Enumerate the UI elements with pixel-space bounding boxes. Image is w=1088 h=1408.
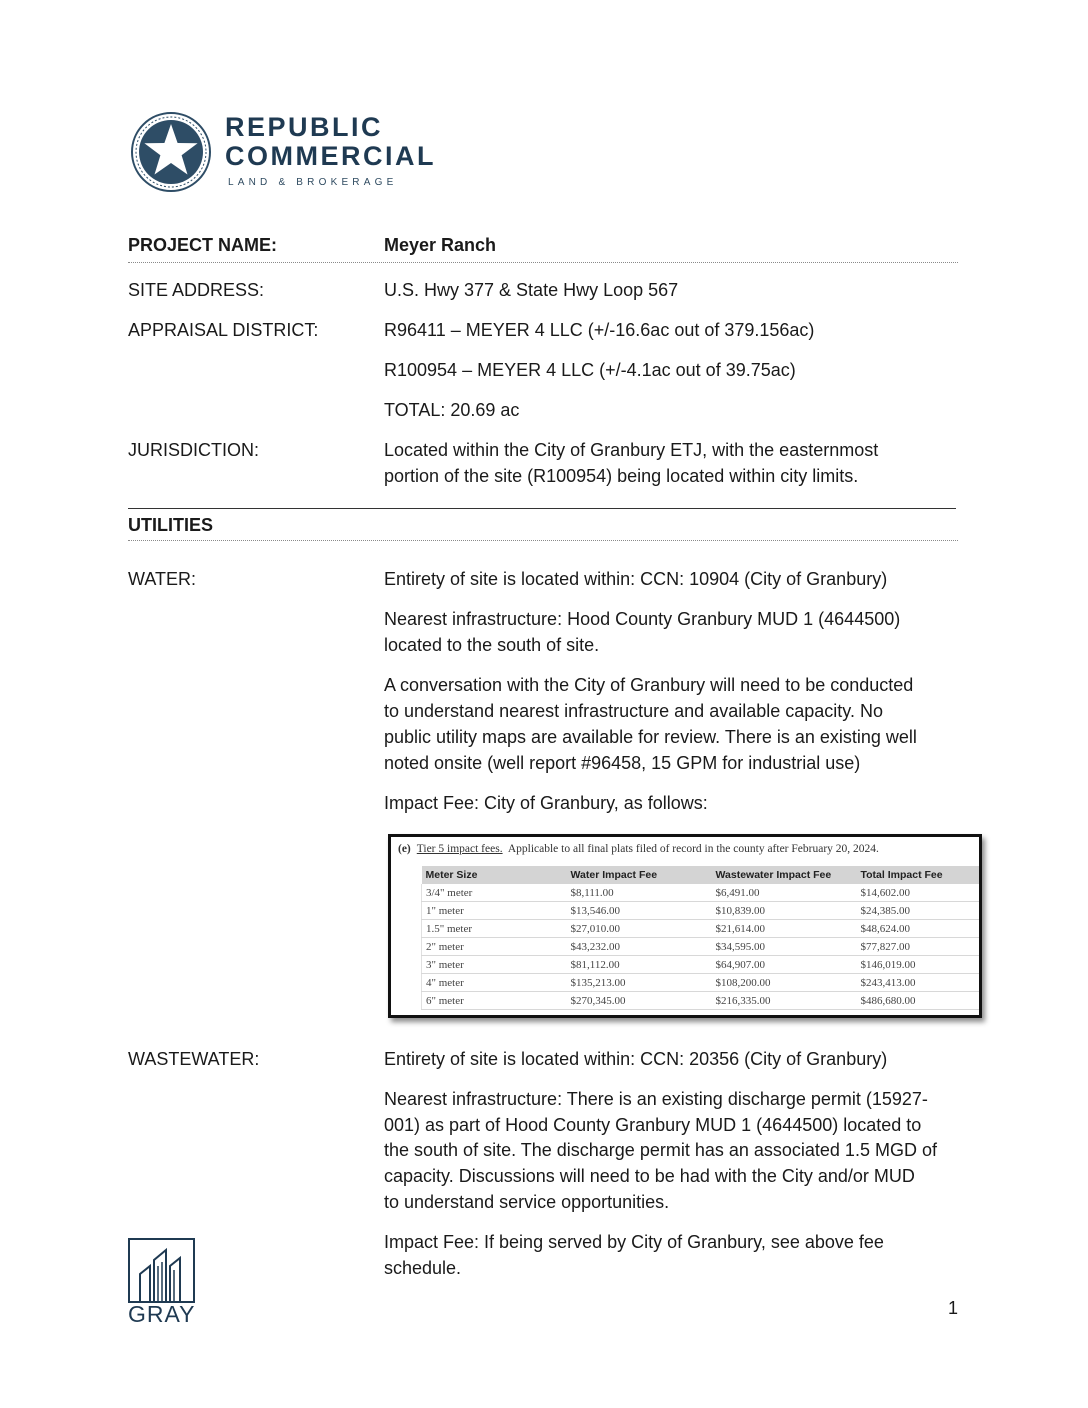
divider: [128, 540, 958, 541]
fee-column-header: Meter Size: [422, 866, 567, 884]
total-fee-cell: $486,680.00: [857, 992, 980, 1010]
water-conversation-line-4: noted onsite (well report #96458, 15 GPM for industrial use): [384, 753, 861, 773]
table-row: [422, 938, 980, 956]
meter-size-cell: 6" meter: [422, 992, 567, 1010]
logo-tagline: LAND & BROKERAGE: [228, 177, 398, 188]
meter-size-cell: 4" meter: [422, 974, 567, 992]
wastewater-fee-cell: $10,839.00: [712, 902, 857, 920]
wastewater-fee-cell: $6,491.00: [712, 884, 857, 902]
total-fee-cell: $146,019.00: [857, 956, 980, 974]
fee-table-title: Tier 5 impact fees.: [416, 843, 503, 855]
wastewater-label: WASTEWATER:: [128, 1049, 260, 1069]
wastewater-fee-cell: $64,907.00: [712, 956, 857, 974]
wastewater-ccn: Entirety of site is located within: CCN: 20356 (City of Granbury): [384, 1049, 888, 1069]
wastewater-nearest-line-2: 001) as part of Hood County Granbury MUD 1 (4644500) located to: [384, 1115, 922, 1135]
site-address-label: SITE ADDRESS:: [128, 280, 265, 300]
wastewater-nearest-line-4: capacity. Discussions will need to be had with the City and/or MUD: [384, 1166, 915, 1186]
water-label: WATER:: [128, 569, 196, 589]
fee-table-marker: (e): [398, 843, 411, 855]
water-fee-cell: $27,010.00: [567, 920, 712, 938]
fee-column-header: Total Impact Fee: [857, 866, 980, 884]
total-fee-cell: $77,827.00: [857, 938, 980, 956]
impact-fee-table-image: [388, 834, 982, 1018]
utilities-heading: UTILITIES: [128, 515, 213, 535]
meter-size-cell: 3" meter: [422, 956, 567, 974]
table-row: [422, 974, 980, 992]
project-name-label: PROJECT NAME:: [128, 235, 278, 255]
water-conversation-line-2: to understand nearest infrastructure and available capacity. No: [384, 701, 883, 721]
water-fee-cell: $8,111.00: [567, 884, 712, 902]
jurisdiction-label: JURISDICTION:: [128, 440, 260, 460]
water-fee-cell: $135,213.00: [567, 974, 712, 992]
meter-size-cell: 2" meter: [422, 938, 567, 956]
water-conversation-line-1: A conversation with the City of Granbury will need to be conducted: [384, 675, 914, 695]
total-fee-cell: $14,602.00: [857, 884, 980, 902]
water-impact-fee: Impact Fee: City of Granbury, as follows:: [384, 793, 708, 813]
divider: [128, 262, 958, 263]
total-fee-cell: $24,385.00: [857, 902, 980, 920]
meter-size-cell: 3/4" meter: [422, 884, 567, 902]
total-fee-cell: $243,413.00: [857, 974, 980, 992]
fee-table-heading: [398, 843, 879, 855]
table-row: [422, 992, 980, 1010]
wastewater-fee-cell: $21,614.00: [712, 920, 857, 938]
wastewater-fee-cell: $34,595.00: [712, 938, 857, 956]
appraisal-total: TOTAL: 20.69 ac: [384, 400, 520, 420]
section-divider: [128, 508, 956, 509]
meter-size-cell: 1" meter: [422, 902, 567, 920]
water-fee-cell: $270,345.00: [567, 992, 712, 1010]
water-fee-cell: $43,232.00: [567, 938, 712, 956]
table-row: [422, 884, 980, 902]
table-row: [422, 920, 980, 938]
gray-buildings-icon: [128, 1238, 196, 1304]
fee-table-header-row: [422, 866, 980, 884]
gray-brand-text: GRAY: [128, 1301, 196, 1327]
water-ccn: Entirety of site is located within: CCN: 10904 (City of Granbury): [384, 569, 888, 589]
appraisal-parcel-1: R96411 – MEYER 4 LLC (+/-16.6ac out of 379.156ac): [384, 320, 815, 340]
star-seal-icon: [131, 112, 211, 192]
wastewater-nearest-line-1: Nearest infrastructure: There is an existing discharge permit (15927-: [384, 1089, 928, 1109]
site-address-value: U.S. Hwy 377 & State Hwy Loop 567: [384, 280, 679, 300]
fee-table: [421, 866, 979, 1010]
jurisdiction-line-2: portion of the site (R100954) being located within city limits.: [384, 466, 859, 486]
jurisdiction-line-1: Located within the City of Granbury ETJ, with the easternmost: [384, 440, 879, 460]
total-fee-cell: $48,624.00: [857, 920, 980, 938]
fee-table-note: Applicable to all final plats filed of record in the county after February 20, 2024.: [507, 843, 879, 855]
water-nearest-line-2: located to the south of site.: [384, 635, 600, 655]
fee-column-header: Wastewater Impact Fee: [712, 866, 857, 884]
page-number: 1: [948, 1298, 959, 1318]
wastewater-impact-line-1: Impact Fee: If being served by City of Granbury, see above fee: [384, 1232, 884, 1252]
wastewater-nearest-line-5: to understand service opportunities.: [384, 1192, 670, 1212]
water-fee-cell: $81,112.00: [567, 956, 712, 974]
logo-name-line2: COMMERCIAL: [225, 141, 436, 171]
table-row: [422, 956, 980, 974]
meter-size-cell: 1.5" meter: [422, 920, 567, 938]
logo-name-line1: REPUBLIC: [225, 112, 384, 142]
water-nearest-line-1: Nearest infrastructure: Hood County Granbury MUD 1 (4644500): [384, 609, 901, 629]
fee-column-header: Water Impact Fee: [567, 866, 712, 884]
wastewater-impact-line-2: schedule.: [384, 1258, 462, 1278]
table-row: [422, 902, 980, 920]
wastewater-nearest-line-3: the south of site. The discharge permit has an associated 1.5 MGD of: [384, 1140, 937, 1160]
wastewater-fee-cell: $108,200.00: [712, 974, 857, 992]
appraisal-parcel-2: R100954 – MEYER 4 LLC (+/-4.1ac out of 39.75ac): [384, 360, 796, 380]
project-name-value: Meyer Ranch: [384, 235, 497, 255]
water-fee-cell: $13,546.00: [567, 902, 712, 920]
appraisal-district-label: APPRAISAL DISTRICT:: [128, 320, 319, 340]
water-conversation-line-3: public utility maps are available for review. There is an existing well: [384, 727, 917, 747]
wastewater-fee-cell: $216,335.00: [712, 992, 857, 1010]
